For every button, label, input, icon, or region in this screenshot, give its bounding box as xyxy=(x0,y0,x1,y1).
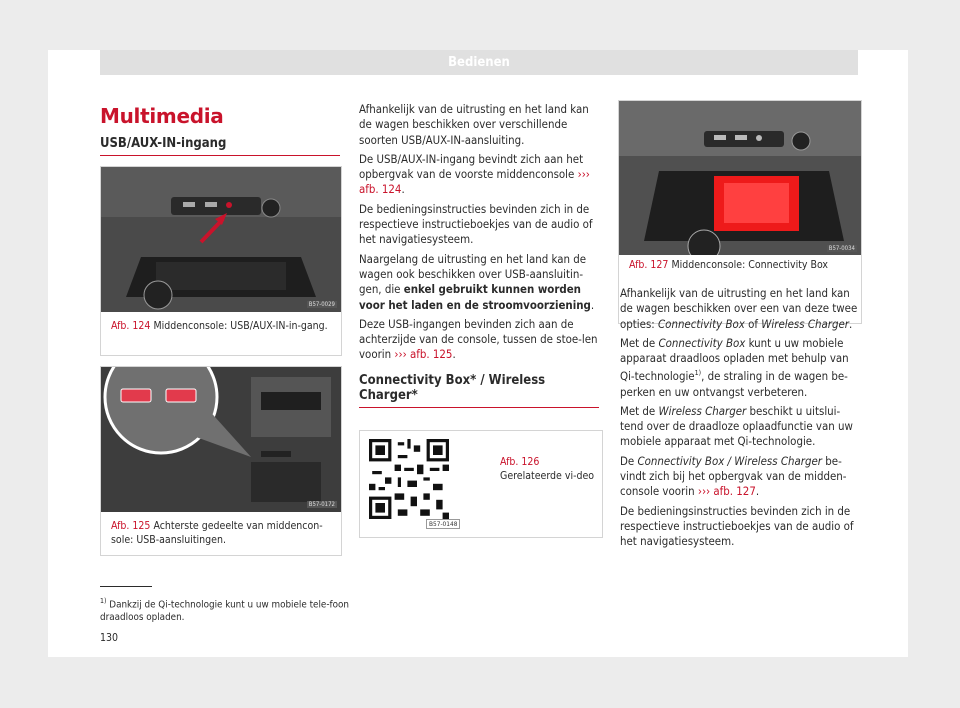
figure-124-caption xyxy=(101,319,341,333)
figure-124-code: B57-0029 xyxy=(308,301,335,308)
usb-paragraph-5: Deze USB-ingangen bevinden zich aan de achterzijde van de console, tussen de stoe-len voorin ››› afb. 125. xyxy=(359,316,598,362)
charger-paragraph-5: De bedieningsinstructies bevinden zich in de respectieve instructieboekjes van de audio of het navigatiesysteem. xyxy=(620,503,854,549)
figure-125 xyxy=(100,366,342,556)
usb-body-text xyxy=(359,102,601,367)
usb-paragraph-4-text: Naargelang de uitrusting en het land kan de wagen ook beschikken over USB-aansluitin-gen, die xyxy=(359,251,587,297)
charger-paragraph-2 xyxy=(620,336,862,400)
figure-126 xyxy=(359,430,603,538)
figure-126-caption xyxy=(490,455,602,483)
figure-124 xyxy=(100,166,342,356)
figure-125-code: B57-0172 xyxy=(308,501,335,508)
footnote-text: Dankzij de Qi-technologie kunt u uw mobiele tele-foon draadloos opladen. xyxy=(100,599,350,624)
usb-paragraph-2: De USB/AUX-IN-ingang bevindt zich aan het opbergvak van de voorste middenconsole ››› afb. 124. xyxy=(359,151,590,197)
figure-126-label: Afb. 126 xyxy=(500,456,540,468)
charger-paragraph-3 xyxy=(620,404,862,450)
usb-paragraph-4: Naargelang de uitrusting en het land kan de wagen ook beschikken over USB-aansluitin-gen, die enkel gebruikt kunnen worden voor het laden en de stroomvoorziening. xyxy=(359,251,595,312)
figure-127-photo xyxy=(619,101,861,255)
section-heading-usb: USB/AUX-IN-ingang xyxy=(100,136,340,156)
charger-paragraph-4-text: be-vindt zich bij het opbergvak van de midden-console voorin xyxy=(620,453,847,499)
fig-125-reference[interactable]: ››› afb. 125 xyxy=(394,347,453,362)
figure-125-photo xyxy=(101,367,341,512)
charger-paragraph-4-em: Connectivity Box / Wireless Charger xyxy=(637,453,823,468)
charger-paragraph-3-em: Wireless Charger xyxy=(658,403,747,418)
charger-paragraph-3-pre: Met de xyxy=(620,403,656,418)
figure-125-caption xyxy=(101,519,341,547)
usb-paragraph-3: De bedieningsinstructies bevinden zich in de respectieve instructieboekjes van de audio of het navigatiesysteem. xyxy=(359,201,593,247)
charger-paragraph-1-conj: of xyxy=(748,316,758,331)
charger-paragraph-1-text: Afhankelijk van de uitrusting en het land kan de wagen beschikken over een van deze twee opties: xyxy=(620,286,858,331)
footnote-mark: 1) xyxy=(100,597,107,605)
charger-paragraph-4: De Connectivity Box / Wireless Charger be-vindt zich bij het opbergvak van de midden-console voorin ››› afb. 127. xyxy=(620,453,847,499)
figure-124-photo xyxy=(101,167,341,312)
figure-126-caption-text: Gerelateerde vi-deo xyxy=(500,470,595,482)
figure-127-label: Afb. 127 xyxy=(629,259,669,271)
usb-paragraph-2-text: De USB/AUX-IN-ingang bevindt zich aan het opbergvak van de voorste middenconsole xyxy=(359,151,584,182)
charger-paragraph-3-text: beschikt u uitslui-tend over de draadloze oplaadfunctie van uw mobiele apparaat met Qi-technologie. xyxy=(620,403,853,449)
charger-paragraph-2-end: , de straling in de wagen be-perken en uw ontvangst verbeteren. xyxy=(620,369,848,399)
figure-126-code: B57-0148 xyxy=(426,519,460,529)
figure-127-code: B57-0034 xyxy=(828,245,855,252)
footnote-divider xyxy=(100,586,152,587)
manual-page xyxy=(48,50,908,657)
charger-paragraph-2-pre: Met de xyxy=(620,335,656,350)
charger-paragraph-1: Afhankelijk van de uitrusting en het land kan de wagen beschikken over een van deze twee opties: Connectivity Box of Wireless Charger. xyxy=(620,286,858,331)
figure-127-caption-text: Middenconsole: Connectivity Box xyxy=(671,259,829,271)
charger-paragraph-2-text: kunt u uw mobiele apparaat draadloos opladen met behulp van Qi-technologie xyxy=(620,335,849,384)
qr-code-icon[interactable] xyxy=(369,439,449,519)
fig-124-reference[interactable]: ››› afb. 124 xyxy=(359,167,590,197)
figure-125-caption-text: Achterste gedeelte van middencon-sole: USB-aansluitingen. xyxy=(111,520,323,546)
charger-body-text xyxy=(620,286,862,554)
usb-paragraph-1: Afhankelijk van de uitrusting en het land kan de wagen beschikken over verschillende soorten USB/AUX-IN-aansluiting. xyxy=(359,102,589,147)
option-wireless-charger: Wireless Charger xyxy=(761,316,850,331)
running-header: Bedienen xyxy=(100,50,858,75)
page-number: 130 xyxy=(100,632,119,644)
charger-paragraph-4-pre: De xyxy=(620,453,635,468)
figure-124-caption-text: Middenconsole: USB/AUX-IN-in-gang. xyxy=(153,320,328,332)
footnote xyxy=(100,595,350,624)
section-heading-charger: Connectivity Box* / Wireless Charger* xyxy=(359,373,599,408)
fig-127-reference[interactable]: ››› afb. 127 xyxy=(697,484,756,499)
page-title: Multimedia xyxy=(100,104,224,128)
usb-paragraph-4-bold: enkel gebruikt kunnen worden voor het laden en de stroomvoorziening xyxy=(359,282,591,312)
figure-127-caption xyxy=(619,258,861,272)
figure-124-label: Afb. 124 xyxy=(111,320,151,332)
usb-paragraph-5-text: Deze USB-ingangen bevinden zich aan de achterzijde van de console, tussen de stoe-len voorin xyxy=(359,316,598,362)
option-connectivity-box: Connectivity Box xyxy=(658,316,745,331)
charger-paragraph-2-em: Connectivity Box xyxy=(658,335,746,350)
footnote-reference[interactable]: 1) xyxy=(694,369,702,378)
figure-125-label: Afb. 125 xyxy=(111,520,151,532)
